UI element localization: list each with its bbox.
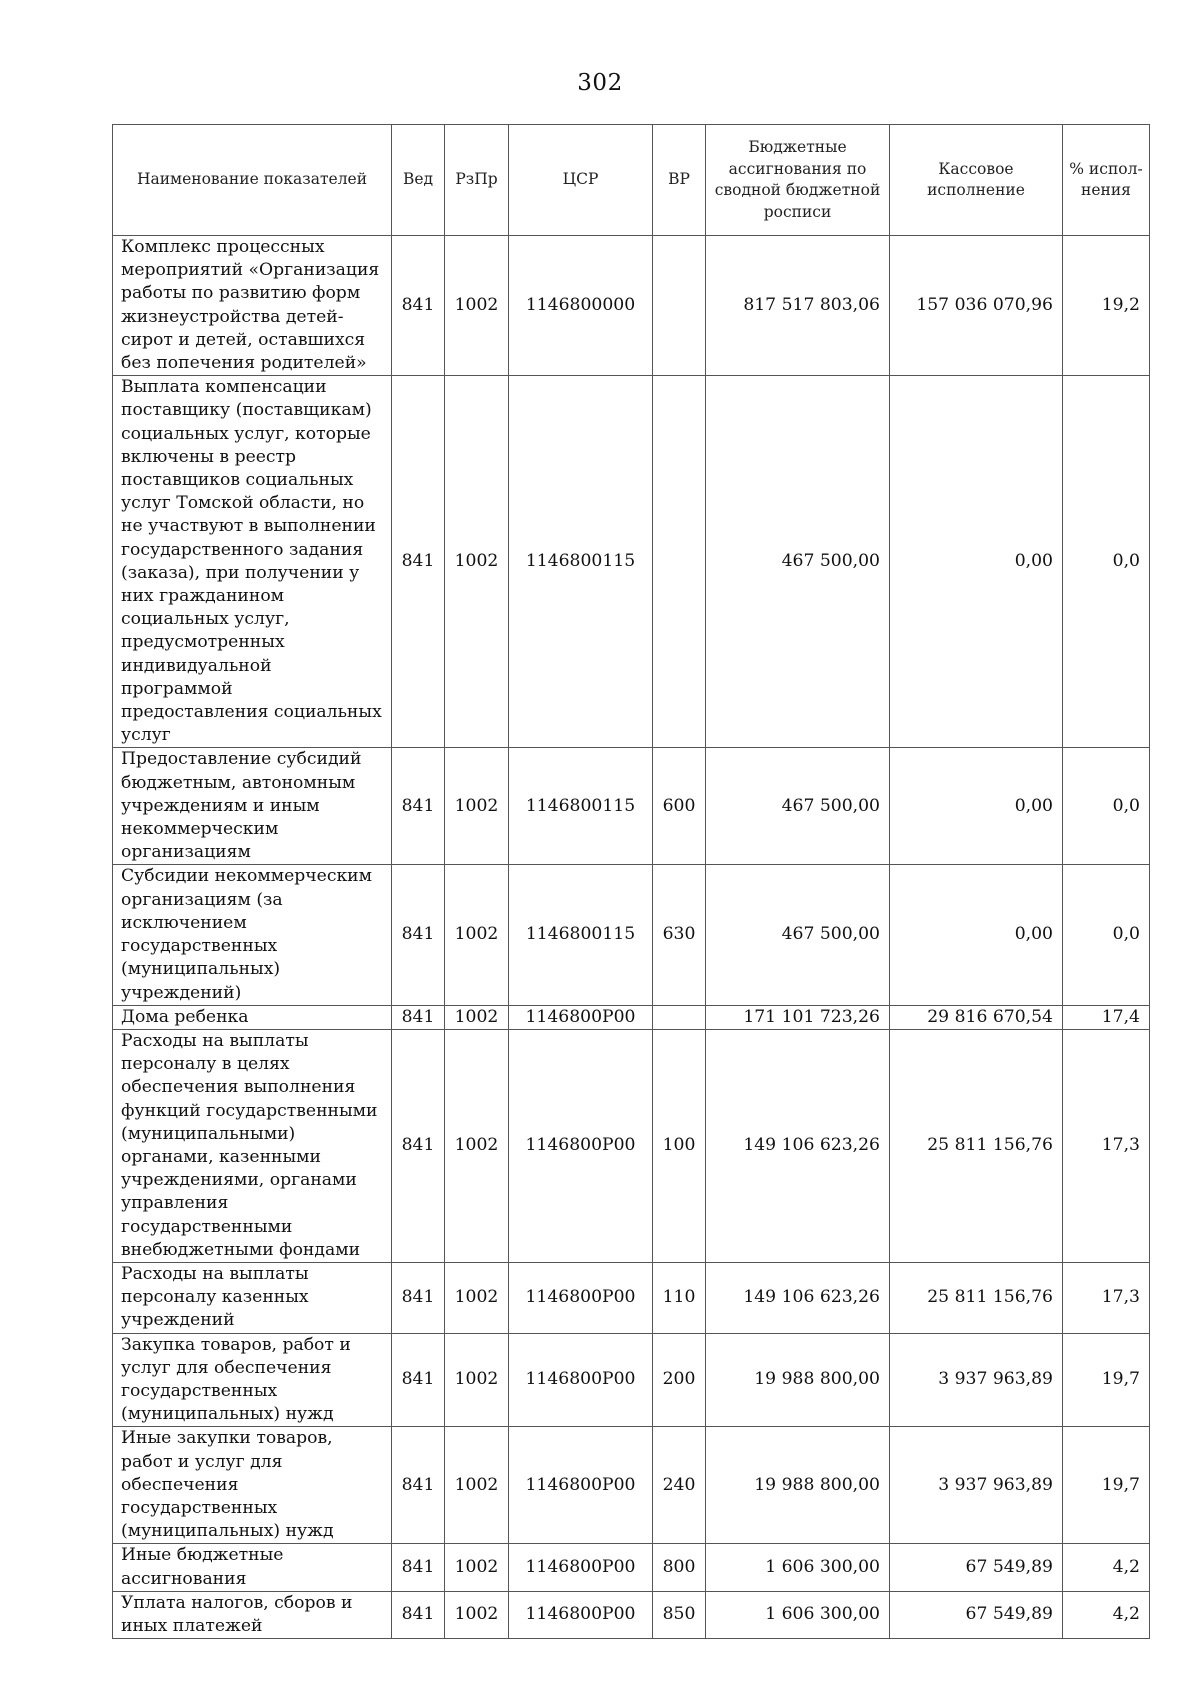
row-vr [653, 376, 706, 748]
row-name: Расходы на выплаты персоналу в целях обеспечения выполнения функций государственными (муниципальными) органами, казенными учреждениями, органами управления государственными внебюджетными фондами [113, 1029, 392, 1262]
row-cash: 157 036 070,96 [890, 236, 1063, 376]
row-csr: 1146800Р00 [509, 1262, 653, 1333]
row-ved: 841 [392, 1591, 445, 1638]
header-cash: Кассовое исполнение [890, 125, 1063, 236]
row-rzpr: 1002 [445, 1029, 509, 1262]
row-percent: 19,2 [1063, 236, 1150, 376]
budget-execution-table [112, 124, 1150, 1639]
header-budget: Бюджетные ассигнования по сводной бюджетной росписи [706, 125, 890, 236]
row-rzpr: 1002 [445, 1591, 509, 1638]
row-rzpr: 1002 [445, 376, 509, 748]
page-number: 302 [577, 70, 623, 96]
row-csr: 1146800Р00 [509, 1427, 653, 1544]
table-row [113, 865, 1150, 1005]
row-cash: 25 811 156,76 [890, 1029, 1063, 1262]
row-budget: 19 988 800,00 [706, 1333, 890, 1427]
row-ved: 841 [392, 748, 445, 865]
row-csr: 1146800Р00 [509, 1544, 653, 1591]
row-name: Комплекс процессных мероприятий «Организация работы по развитию форм жизнеустройства детей-сирот и детей, оставшихся без попечения родителей» [113, 236, 392, 376]
table-row [113, 1262, 1150, 1333]
row-ved: 841 [392, 865, 445, 1005]
row-name: Иные закупки товаров, работ и услуг для обеспечения государственных (муниципальных) нужд [113, 1427, 392, 1544]
row-name: Иные бюджетные ассигнования [113, 1544, 392, 1591]
row-budget: 467 500,00 [706, 865, 890, 1005]
row-percent: 0,0 [1063, 748, 1150, 865]
row-name: Субсидии некоммерческим организациям (за исключением государственных (муниципальных) учреждений) [113, 865, 392, 1005]
row-cash: 67 549,89 [890, 1544, 1063, 1591]
table-row [113, 1544, 1150, 1591]
row-budget: 149 106 623,26 [706, 1029, 890, 1262]
row-budget: 171 101 723,26 [706, 1005, 890, 1029]
row-ved: 841 [392, 1262, 445, 1333]
header-name: Наименование показателей [113, 125, 392, 236]
row-cash: 29 816 670,54 [890, 1005, 1063, 1029]
row-vr: 110 [653, 1262, 706, 1333]
table-row [113, 1427, 1150, 1544]
table-row [113, 1029, 1150, 1262]
row-vr: 850 [653, 1591, 706, 1638]
row-budget: 1 606 300,00 [706, 1544, 890, 1591]
row-rzpr: 1002 [445, 1333, 509, 1427]
row-name: Расходы на выплаты персоналу казенных учреждений [113, 1262, 392, 1333]
row-csr: 1146800Р00 [509, 1029, 653, 1262]
row-vr [653, 236, 706, 376]
row-csr: 1146800000 [509, 236, 653, 376]
row-name: Выплата компенсации поставщику (поставщикам) социальных услуг, которые включены в реестр поставщиков социальных услуг Томской области, но не участвуют в выполнении государственного задания (заказа), при получении у них гражданином социальных услуг, предусмотренных индивидуальной программой предоставления социальных услуг [113, 376, 392, 748]
row-budget: 149 106 623,26 [706, 1262, 890, 1333]
header-rzpr: РзПр [445, 125, 509, 236]
header-ved: Вед [392, 125, 445, 236]
row-budget: 19 988 800,00 [706, 1427, 890, 1544]
row-vr: 630 [653, 865, 706, 1005]
row-cash: 0,00 [890, 748, 1063, 865]
row-rzpr: 1002 [445, 865, 509, 1005]
row-percent: 17,4 [1063, 1005, 1150, 1029]
row-ved: 841 [392, 1333, 445, 1427]
table-row [113, 748, 1150, 865]
row-cash: 3 937 963,89 [890, 1427, 1063, 1544]
row-vr: 200 [653, 1333, 706, 1427]
table-row [113, 236, 1150, 376]
row-csr: 1146800Р00 [509, 1333, 653, 1427]
row-csr: 1146800Р00 [509, 1005, 653, 1029]
row-name: Закупка товаров, работ и услуг для обеспечения государственных (муниципальных) нужд [113, 1333, 392, 1427]
row-percent: 17,3 [1063, 1262, 1150, 1333]
row-vr: 800 [653, 1544, 706, 1591]
row-percent: 0,0 [1063, 865, 1150, 1005]
row-cash: 3 937 963,89 [890, 1333, 1063, 1427]
table-row [113, 1333, 1150, 1427]
row-name: Дома ребенка [113, 1005, 392, 1029]
row-ved: 841 [392, 1005, 445, 1029]
row-ved: 841 [392, 1029, 445, 1262]
row-ved: 841 [392, 1544, 445, 1591]
row-rzpr: 1002 [445, 1544, 509, 1591]
row-percent: 19,7 [1063, 1427, 1150, 1544]
row-vr: 100 [653, 1029, 706, 1262]
row-ved: 841 [392, 236, 445, 376]
row-cash: 67 549,89 [890, 1591, 1063, 1638]
row-csr: 1146800115 [509, 748, 653, 865]
row-rzpr: 1002 [445, 1262, 509, 1333]
row-vr [653, 1005, 706, 1029]
row-rzpr: 1002 [445, 236, 509, 376]
row-rzpr: 1002 [445, 1005, 509, 1029]
row-percent: 0,0 [1063, 376, 1150, 748]
row-rzpr: 1002 [445, 1427, 509, 1544]
table-header-row [113, 125, 1150, 236]
row-csr: 1146800115 [509, 376, 653, 748]
row-budget: 817 517 803,06 [706, 236, 890, 376]
row-vr: 600 [653, 748, 706, 865]
row-percent: 19,7 [1063, 1333, 1150, 1427]
table-row [113, 1591, 1150, 1638]
row-csr: 1146800115 [509, 865, 653, 1005]
header-percent: % испол-нения [1063, 125, 1150, 236]
row-percent: 4,2 [1063, 1544, 1150, 1591]
row-budget: 467 500,00 [706, 748, 890, 865]
row-cash: 0,00 [890, 865, 1063, 1005]
row-csr: 1146800Р00 [509, 1591, 653, 1638]
row-cash: 25 811 156,76 [890, 1262, 1063, 1333]
row-percent: 17,3 [1063, 1029, 1150, 1262]
row-cash: 0,00 [890, 376, 1063, 748]
row-percent: 4,2 [1063, 1591, 1150, 1638]
row-rzpr: 1002 [445, 748, 509, 865]
table-row [113, 376, 1150, 748]
row-name: Предоставление субсидий бюджетным, автономным учреждениям и иным некоммерческим организациям [113, 748, 392, 865]
table-row [113, 1005, 1150, 1029]
row-ved: 841 [392, 1427, 445, 1544]
header-vr: ВР [653, 125, 706, 236]
row-budget: 1 606 300,00 [706, 1591, 890, 1638]
header-csr: ЦСР [509, 125, 653, 236]
row-ved: 841 [392, 376, 445, 748]
row-budget: 467 500,00 [706, 376, 890, 748]
row-vr: 240 [653, 1427, 706, 1544]
row-name: Уплата налогов, сборов и иных платежей [113, 1591, 392, 1638]
